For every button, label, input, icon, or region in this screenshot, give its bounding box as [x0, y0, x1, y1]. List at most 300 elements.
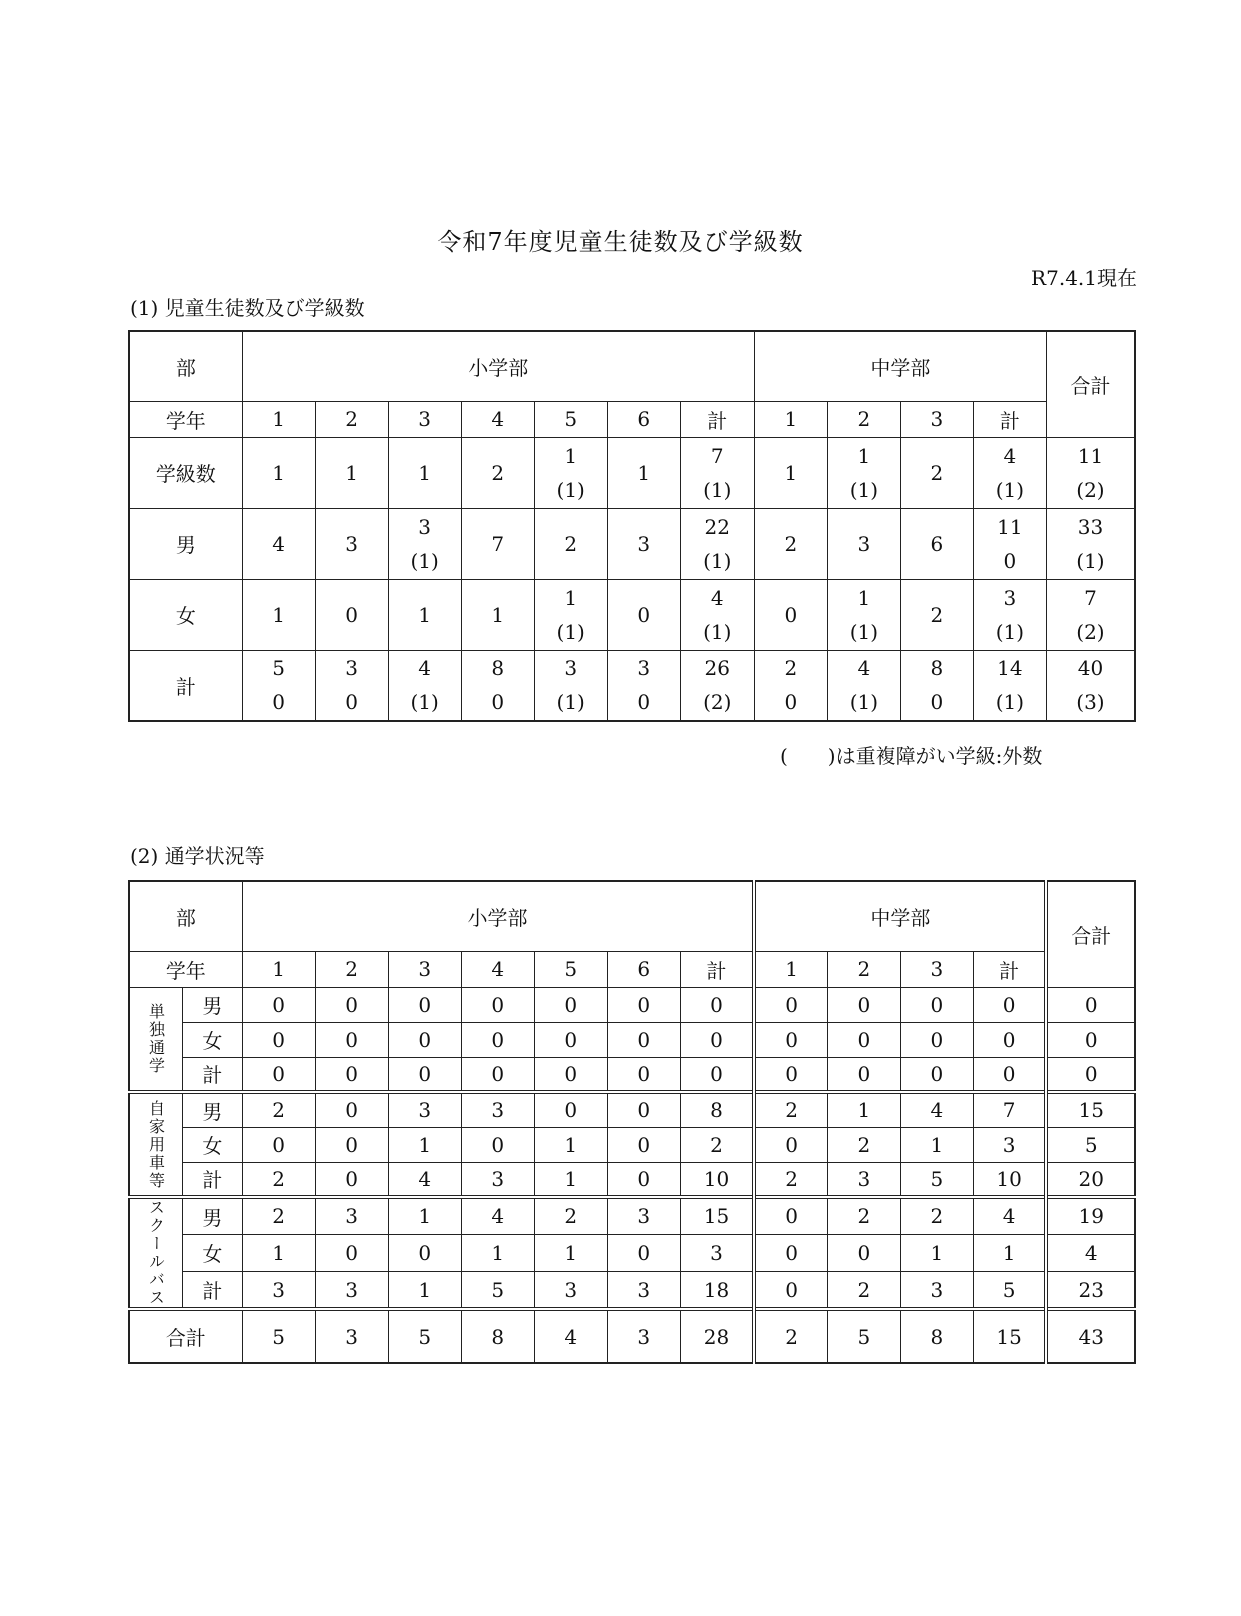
cell-duplicate-value: 0 [1003, 548, 1017, 573]
data-cell: 0 [607, 1092, 680, 1127]
data-cell [534, 579, 607, 650]
group-label-cell [129, 1092, 182, 1197]
data-cell [315, 508, 388, 579]
data-cell: 0 [315, 1092, 388, 1127]
cell-stack [608, 456, 680, 490]
cell-value: 6 [930, 531, 944, 556]
data-cell: 0 [315, 1057, 388, 1092]
data-cell: 5 [900, 1162, 973, 1197]
data-cell: 5 [1046, 1127, 1135, 1162]
cell-stack [681, 510, 754, 578]
data-cell: 3 [315, 1197, 388, 1234]
cell-stack [755, 651, 827, 719]
grade-cell: 5 [534, 951, 607, 987]
cell-stack [243, 651, 315, 719]
header-total: 合計 [1046, 331, 1135, 437]
data-cell: 0 [680, 1022, 754, 1057]
cell-duplicate-value: (1) [1076, 548, 1105, 573]
cell-value: 3 [564, 656, 578, 681]
data-cell: 0 [900, 1022, 973, 1057]
data-cell [388, 437, 461, 508]
data-cell: 0 [315, 987, 388, 1022]
data-cell [827, 508, 900, 579]
grade-cell: 4 [461, 401, 534, 437]
data-cell [388, 508, 461, 579]
data-cell: 0 [315, 1162, 388, 1197]
data-cell [461, 508, 534, 579]
table-note: ( )は重複障がい学級:外数 [780, 744, 1043, 768]
row-label: 男 [182, 1092, 242, 1127]
data-cell [534, 650, 607, 721]
table-row [129, 437, 1135, 508]
data-cell: 2 [754, 1309, 827, 1363]
data-cell: 0 [242, 987, 315, 1022]
data-cell: 1 [534, 1127, 607, 1162]
data-cell [827, 437, 900, 508]
grade-cell: 1 [242, 951, 315, 987]
data-cell: 2 [242, 1162, 315, 1197]
data-cell: 0 [534, 1092, 607, 1127]
cell-value: 33 [1077, 514, 1104, 539]
page-title: 令和7年度児童生徒数及び学級数 [437, 228, 804, 256]
cell-stack [243, 527, 315, 561]
cell-stack [1047, 439, 1134, 507]
grade-cell: 計 [973, 951, 1046, 987]
data-cell [315, 579, 388, 650]
cell-value: 4 [272, 531, 285, 556]
data-cell: 2 [754, 1092, 827, 1127]
data-cell: 0 [1046, 1022, 1135, 1057]
data-cell: 10 [680, 1162, 754, 1197]
data-cell: 3 [534, 1272, 607, 1309]
cell-duplicate-value: (1) [995, 619, 1025, 644]
cell-stack [608, 527, 680, 561]
grade-cell: 2 [827, 951, 900, 987]
cell-value: 5 [272, 656, 285, 681]
cell-value: 0 [637, 602, 651, 627]
table-row [129, 508, 1135, 579]
data-cell [607, 650, 680, 721]
row-label: 男 [129, 508, 242, 579]
cell-value: 2 [784, 531, 798, 556]
cell-stack [316, 651, 388, 719]
data-cell: 0 [242, 1022, 315, 1057]
data-cell: 0 [607, 1022, 680, 1057]
cell-value: 11 [1077, 443, 1104, 468]
cell-value: 1 [857, 585, 871, 610]
cell-duplicate-value: 0 [930, 690, 944, 715]
row-label: 計 [129, 650, 242, 721]
data-cell: 3 [607, 1309, 680, 1363]
data-cell: 20 [1046, 1162, 1135, 1197]
cell-stack [316, 527, 388, 561]
cell-duplicate-value: (1) [556, 690, 585, 715]
data-cell [900, 508, 973, 579]
cell-stack [535, 651, 607, 719]
data-cell: 1 [534, 1162, 607, 1197]
data-cell: 0 [973, 1057, 1046, 1092]
cell-duplicate-value: (3) [1076, 690, 1105, 715]
data-cell [973, 579, 1046, 650]
cell-value: 2 [930, 460, 944, 485]
data-cell: 0 [607, 1057, 680, 1092]
grade-cell: 3 [900, 401, 973, 437]
cell-duplicate-value: 0 [272, 690, 285, 715]
data-cell: 0 [461, 1057, 534, 1092]
data-cell: 5 [827, 1309, 900, 1363]
cell-stack [535, 439, 607, 507]
data-cell: 0 [461, 1022, 534, 1057]
grade-cell: 2 [827, 401, 900, 437]
header-bu: 部 [129, 881, 242, 951]
row-label: 女 [182, 1127, 242, 1162]
grade-cell: 2 [315, 401, 388, 437]
data-cell: 0 [900, 1057, 973, 1092]
group-label-cell [129, 1197, 182, 1309]
cell-stack [901, 598, 973, 632]
data-cell: 15 [973, 1309, 1046, 1363]
data-cell [461, 437, 534, 508]
data-cell: 0 [607, 1127, 680, 1162]
data-cell: 5 [461, 1272, 534, 1309]
cell-stack [389, 598, 461, 632]
row-label: 合計 [129, 1309, 242, 1363]
data-cell [1046, 508, 1135, 579]
header-grade: 学年 [129, 401, 242, 437]
cell-value: 1 [784, 460, 798, 485]
data-cell: 3 [388, 1092, 461, 1127]
cell-stack [316, 598, 388, 632]
cell-duplicate-value: (1) [849, 619, 879, 644]
data-cell [900, 579, 973, 650]
cell-value: 4 [857, 656, 871, 681]
grade-cell: 5 [534, 401, 607, 437]
cell-value: 1 [491, 602, 505, 627]
table-row [129, 1162, 1135, 1197]
data-cell [827, 650, 900, 721]
cell-value: 7 [710, 443, 724, 468]
cell-value: 3 [637, 531, 651, 556]
cell-stack [974, 651, 1046, 719]
data-cell [607, 508, 680, 579]
cell-value: 3 [345, 656, 359, 681]
data-cell [242, 650, 315, 721]
data-cell: 0 [315, 1234, 388, 1271]
table-row [129, 1197, 1135, 1234]
data-cell: 3 [461, 1092, 534, 1127]
data-cell: 0 [754, 1272, 827, 1309]
grade-cell: 1 [754, 951, 827, 987]
data-cell: 43 [1046, 1309, 1135, 1363]
data-cell: 5 [973, 1272, 1046, 1309]
data-cell [1046, 650, 1135, 721]
cell-stack [1047, 510, 1134, 578]
cell-duplicate-value: (2) [1076, 477, 1105, 502]
cell-value: 7 [1084, 585, 1097, 610]
table-row [129, 1234, 1135, 1271]
data-cell [754, 650, 827, 721]
data-cell: 0 [388, 1234, 461, 1271]
table-row [129, 1057, 1135, 1092]
data-cell: 4 [388, 1162, 461, 1197]
row-label: 計 [182, 1057, 242, 1092]
data-cell: 0 [754, 987, 827, 1022]
grade-cell: 3 [388, 401, 461, 437]
data-cell: 0 [461, 987, 534, 1022]
data-cell: 10 [973, 1162, 1046, 1197]
data-cell: 0 [607, 1162, 680, 1197]
data-cell: 3 [461, 1162, 534, 1197]
data-cell: 0 [754, 1127, 827, 1162]
cell-stack [535, 581, 607, 649]
data-cell [680, 579, 754, 650]
cell-duplicate-value: (1) [703, 477, 732, 502]
data-cell: 7 [973, 1092, 1046, 1127]
group-label: 単独通学 [146, 1002, 166, 1075]
grade-cell: 計 [973, 401, 1046, 437]
cell-value: 26 [704, 656, 730, 681]
cell-value: 2 [564, 531, 578, 556]
header-junior: 中学部 [754, 881, 1046, 951]
data-cell: 0 [315, 1127, 388, 1162]
cell-duplicate-value: (1) [995, 477, 1025, 502]
data-cell: 15 [1046, 1092, 1135, 1127]
cell-stack [974, 439, 1046, 507]
cell-stack [462, 456, 534, 490]
cell-value: 4 [418, 656, 432, 681]
data-cell: 0 [680, 987, 754, 1022]
data-cell: 1 [534, 1234, 607, 1271]
cell-stack [535, 527, 607, 561]
data-cell [973, 508, 1046, 579]
header-junior: 中学部 [754, 331, 1046, 401]
row-label: 女 [182, 1234, 242, 1271]
table-row [129, 1092, 1135, 1127]
cell-value: 4 [1003, 443, 1017, 468]
data-cell: 0 [754, 1057, 827, 1092]
header-total: 合計 [1046, 881, 1135, 987]
cell-duplicate-value: (1) [410, 548, 439, 573]
data-cell: 15 [680, 1197, 754, 1234]
data-cell: 0 [534, 1022, 607, 1057]
data-cell: 0 [388, 1057, 461, 1092]
cell-stack [755, 456, 827, 490]
data-cell: 1 [900, 1127, 973, 1162]
cell-duplicate-value: 0 [345, 690, 359, 715]
data-cell: 1 [461, 1234, 534, 1271]
cell-stack [389, 456, 461, 490]
data-cell: 23 [1046, 1272, 1135, 1309]
data-cell [680, 437, 754, 508]
data-cell: 2 [827, 1127, 900, 1162]
cell-stack [755, 527, 827, 561]
data-cell: 4 [973, 1197, 1046, 1234]
cell-value: 1 [345, 460, 359, 485]
data-cell: 0 [754, 1022, 827, 1057]
row-label: 男 [182, 1197, 242, 1234]
cell-stack [1047, 651, 1134, 719]
data-cell: 19 [1046, 1197, 1135, 1234]
data-cell [315, 437, 388, 508]
data-cell: 0 [315, 1022, 388, 1057]
data-cell: 0 [534, 1057, 607, 1092]
grade-cell: 計 [680, 401, 754, 437]
cell-stack [974, 581, 1046, 649]
as-of-date: R7.4.1現在 [1031, 266, 1137, 290]
header-grade: 学年 [129, 951, 242, 987]
cell-value: 8 [491, 656, 505, 681]
data-cell: 3 [900, 1272, 973, 1309]
cell-value: 1 [564, 585, 578, 610]
data-cell: 4 [1046, 1234, 1135, 1271]
data-cell [607, 579, 680, 650]
cell-value: 1 [272, 602, 285, 627]
commute-table [128, 880, 1136, 1364]
data-cell: 0 [827, 1057, 900, 1092]
cell-value: 0 [784, 602, 798, 627]
data-cell: 1 [388, 1272, 461, 1309]
cell-duplicate-value: (1) [556, 477, 585, 502]
data-cell [754, 579, 827, 650]
grade-cell: 2 [315, 951, 388, 987]
data-cell [754, 437, 827, 508]
cell-stack [608, 651, 680, 719]
cell-value: 3 [857, 531, 871, 556]
data-cell: 0 [242, 1127, 315, 1162]
data-cell: 3 [607, 1272, 680, 1309]
data-cell: 3 [973, 1127, 1046, 1162]
data-cell: 0 [973, 987, 1046, 1022]
data-cell [1046, 579, 1135, 650]
cell-duplicate-value: (1) [556, 619, 585, 644]
cell-duplicate-value: (1) [995, 690, 1025, 715]
data-cell: 0 [461, 1127, 534, 1162]
cell-stack [828, 581, 900, 649]
grade-cell: 計 [680, 951, 754, 987]
data-cell: 8 [900, 1309, 973, 1363]
data-cell: 4 [900, 1092, 973, 1127]
header-elementary: 小学部 [242, 331, 754, 401]
data-cell [754, 508, 827, 579]
data-cell: 0 [1046, 1057, 1135, 1092]
data-cell: 0 [827, 1022, 900, 1057]
cell-stack [462, 598, 534, 632]
data-cell: 0 [754, 1234, 827, 1271]
data-cell: 0 [388, 987, 461, 1022]
data-cell: 2 [242, 1197, 315, 1234]
data-cell: 0 [827, 1234, 900, 1271]
grade-cell: 1 [242, 401, 315, 437]
data-cell: 0 [680, 1057, 754, 1092]
data-cell [1046, 437, 1135, 508]
data-cell: 2 [900, 1197, 973, 1234]
cell-stack [901, 456, 973, 490]
cell-value: 1 [272, 460, 285, 485]
cell-value: 2 [491, 460, 505, 485]
data-cell: 3 [607, 1197, 680, 1234]
row-label: 女 [129, 579, 242, 650]
data-cell [680, 650, 754, 721]
table-row [129, 650, 1135, 721]
data-cell: 1 [242, 1234, 315, 1271]
cell-stack [828, 651, 900, 719]
group-label: 自家用車等 [146, 1099, 166, 1190]
cell-value: 1 [418, 602, 432, 627]
cell-duplicate-value: 0 [637, 690, 651, 715]
row-label: 女 [182, 1022, 242, 1057]
data-cell: 2 [827, 1272, 900, 1309]
data-cell: 2 [534, 1197, 607, 1234]
cell-value: 2 [930, 602, 944, 627]
row-label: 男 [182, 987, 242, 1022]
cell-stack [681, 439, 754, 507]
data-cell [973, 650, 1046, 721]
cell-stack [755, 598, 827, 632]
data-cell [900, 650, 973, 721]
data-cell [534, 437, 607, 508]
cell-duplicate-value: (1) [849, 690, 879, 715]
section2-label: (2) 通学状況等 [130, 844, 265, 868]
grade-cell: 6 [607, 951, 680, 987]
data-cell: 28 [680, 1309, 754, 1363]
data-cell [461, 650, 534, 721]
group-label: スクールバス [146, 1199, 166, 1307]
cell-stack [974, 510, 1046, 578]
cell-stack [608, 598, 680, 632]
data-cell [242, 437, 315, 508]
cell-value: 3 [345, 531, 359, 556]
cell-value: 2 [784, 656, 798, 681]
cell-duplicate-value: (1) [703, 548, 732, 573]
cell-duplicate-value: (1) [410, 690, 439, 715]
data-cell: 8 [680, 1092, 754, 1127]
data-cell: 1 [388, 1127, 461, 1162]
cell-duplicate-value: (2) [1076, 619, 1105, 644]
cell-value: 1 [857, 443, 871, 468]
grade-cell: 4 [461, 951, 534, 987]
cell-stack [828, 439, 900, 507]
data-cell: 0 [607, 987, 680, 1022]
section1-label: (1) 児童生徒数及び学級数 [130, 296, 365, 320]
data-cell: 3 [680, 1234, 754, 1271]
cell-stack [243, 456, 315, 490]
cell-value: 8 [930, 656, 944, 681]
cell-stack [243, 598, 315, 632]
grade-cell: 1 [754, 401, 827, 437]
grade-cell: 3 [388, 951, 461, 987]
data-cell: 2 [754, 1162, 827, 1197]
data-cell: 0 [827, 987, 900, 1022]
data-cell: 0 [900, 987, 973, 1022]
grade-cell: 3 [900, 951, 973, 987]
data-cell [973, 437, 1046, 508]
total-row [129, 1309, 1135, 1363]
data-cell: 2 [827, 1197, 900, 1234]
data-cell: 0 [973, 1022, 1046, 1057]
cell-value: 14 [997, 656, 1023, 681]
table-row [129, 579, 1135, 650]
header-elementary: 小学部 [242, 881, 754, 951]
cell-value: 1 [564, 443, 578, 468]
cell-stack [462, 651, 534, 719]
data-cell: 0 [607, 1234, 680, 1271]
row-label: 計 [182, 1272, 242, 1309]
cell-stack [389, 651, 461, 719]
cell-duplicate-value: 0 [491, 690, 505, 715]
data-cell: 4 [461, 1197, 534, 1234]
cell-value: 22 [704, 514, 730, 539]
cell-value: 7 [491, 531, 505, 556]
